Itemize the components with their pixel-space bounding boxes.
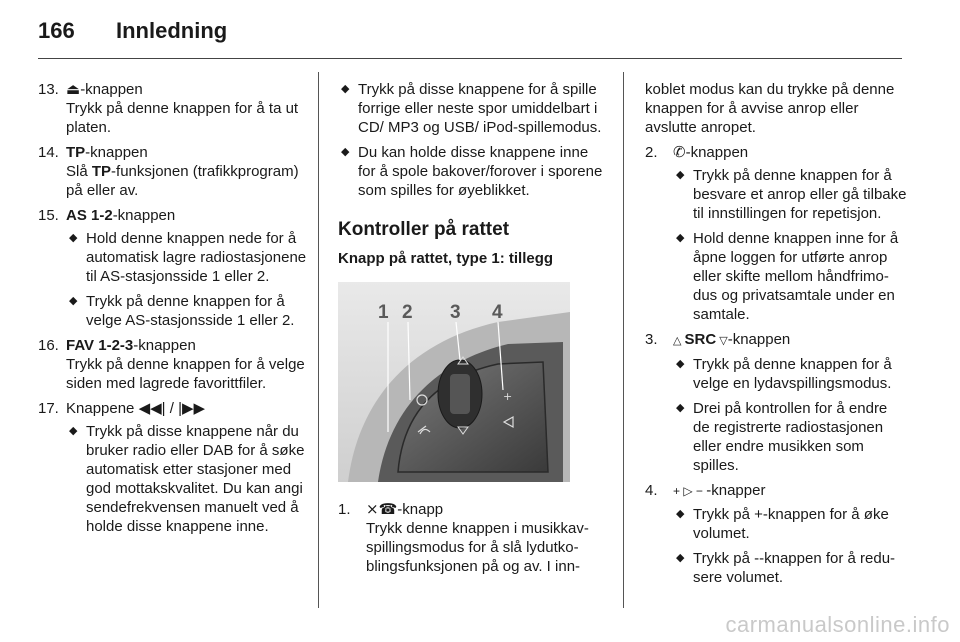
bullet-diamond-icon: ◆ — [676, 232, 685, 244]
bullet-text: Trykk på --knappen for å redusere volumet. — [693, 550, 896, 586]
figure-label: 4 — [492, 302, 503, 323]
item-text: Trykk på denne knappen for å velge siden med lagrede favorittfiler. — [66, 356, 305, 392]
item-key: TP — [66, 144, 86, 161]
item-number: 13. — [38, 81, 59, 98]
bullet — [66, 422, 308, 536]
page-title: Innledning — [116, 18, 228, 43]
bullet — [673, 229, 907, 324]
continued-text: koblet modus kan du trykke på denne knappen for å avvise anrop eller avslutte anropet. — [645, 81, 895, 136]
column-3 — [645, 80, 907, 593]
item-number: 14. — [38, 144, 59, 161]
bullet — [66, 292, 308, 330]
item-2 — [645, 143, 907, 324]
item-key: AS 1-2 — [66, 207, 113, 224]
bullet-diamond-icon: ◆ — [69, 425, 78, 437]
item-label: -knapp — [397, 501, 444, 518]
item-label: -knappen — [727, 331, 791, 348]
item-number: 1. — [338, 501, 351, 518]
seek-back-icon: ◀◀| — [138, 400, 166, 417]
figure-label: 1 — [378, 302, 389, 323]
seek-forward-icon: |▶▶ — [178, 400, 206, 417]
volume-icons: + ▷ − — [673, 484, 707, 498]
watermark: carmanualsonline.info — [725, 612, 950, 637]
bullet-diamond-icon: ◆ — [341, 146, 350, 158]
bullet-text: Trykk på denne knappen for å velge AS-stasjonsside 1 eller 2. — [86, 293, 295, 329]
section-title: Kontroller på rattet — [338, 219, 510, 240]
bullet-diamond-icon: ◆ — [69, 232, 78, 244]
item-label: -knappen — [80, 81, 143, 98]
bullet — [66, 229, 308, 286]
bullet-text: Trykk på +-knappen for å øke volumet. — [693, 506, 889, 542]
item-text-a: Slå — [66, 163, 92, 180]
eject-icon: ⏏ — [66, 81, 81, 98]
item-label: -knappen — [133, 337, 196, 354]
page-number: 166 — [38, 18, 75, 43]
item-label: -knappen — [685, 144, 749, 161]
item-key: FAV 1-2-3 — [66, 337, 134, 354]
steering-controls-figure — [338, 282, 570, 482]
item-13 — [38, 80, 308, 137]
phone-icon: ✆ — [673, 144, 686, 161]
figure-label: 2 — [402, 302, 413, 323]
column-2 — [338, 80, 604, 582]
subheading: Knapp på rattet, type 1: tillegg — [338, 250, 554, 267]
item-3 — [645, 330, 907, 475]
item-text-key: TP — [91, 163, 112, 180]
bullet — [673, 355, 907, 393]
page-header — [38, 18, 227, 44]
bullet-text: Drei på kontrollen for å endre de registrerte radiostasjonen eller endre musikken som spilles. — [693, 400, 888, 474]
bullet — [338, 143, 604, 200]
item-label: -knapper — [706, 482, 766, 499]
item-key: SRC — [684, 331, 717, 348]
bullet-diamond-icon: ◆ — [676, 552, 685, 564]
steering-controls-illustration — [338, 282, 570, 482]
item-number: 2. — [645, 144, 658, 161]
bullet — [673, 549, 907, 587]
item-14 — [38, 143, 308, 200]
bullet-diamond-icon: ◆ — [676, 402, 685, 414]
bullet-text: Du kan holde disse knappene inne for å spole bakover/forover i sporene som spilles for øyeblikket. — [358, 144, 603, 199]
item-label: -knappen — [85, 144, 148, 161]
down-arrow-icon: ▽ — [716, 335, 728, 347]
item-number: 17. — [38, 400, 59, 417]
bullet — [338, 80, 604, 137]
bullet-text: Hold denne knappen nede for å automatisk lagre radiostasjonene til AS-stasjonsside 1 eller 2. — [86, 230, 307, 285]
item-label: -knappen — [112, 207, 176, 224]
figure-label: 3 — [450, 302, 461, 323]
item-text: Trykk på denne knappen for å ta ut platen. — [66, 100, 299, 136]
bullet-diamond-icon: ◆ — [69, 295, 78, 307]
item-16 — [38, 336, 308, 393]
item-1 — [338, 500, 604, 576]
bullet-diamond-icon: ◆ — [676, 508, 685, 520]
item-separator: / — [165, 400, 179, 417]
item-number: 4. — [645, 482, 658, 499]
column-divider-1 — [318, 72, 319, 608]
item-number: 16. — [38, 337, 59, 354]
bullet-text: Hold denne knappen inne for å åpne loggen for utførte anrop eller skifte mellom håndfrimodus og privatsamtale under en samtale. — [693, 230, 899, 323]
item-number: 15. — [38, 207, 59, 224]
bullet — [673, 399, 907, 475]
bullet-text: Trykk på disse knappene når du bruker radio eller DAB for å søke automatisk etter stasjoner med god mottakskvalitet. Du kan angi sendefrekvensen manuelt ved å holde disse knappene inne. — [86, 423, 305, 535]
item-text-b: -funksjonen (trafikkprogram) på eller av. — [66, 163, 299, 199]
bullet — [673, 166, 907, 223]
bullet-text: Trykk på denne knappen for å besvare et anrop eller gå tilbake til innstillingen for repetisjon. — [693, 167, 907, 222]
bullet-text: Trykk på disse knappene for å spille forrige eller neste spor umiddelbart i CD/ MP3 og USB/ iPod-spillemodus. — [358, 81, 602, 136]
item-15 — [38, 206, 308, 330]
item-number: 3. — [645, 331, 658, 348]
mute-phone-icon: ⨯☎ — [366, 501, 398, 518]
bullet-text: Trykk på denne knappen for å velge en lydavspillingsmodus. — [693, 356, 892, 392]
bullet-diamond-icon: ◆ — [676, 358, 685, 370]
header-rule — [38, 58, 902, 59]
column-1 — [38, 80, 308, 542]
item-text: Trykk denne knappen i musikkavspillingsmodus for å slå lydutkoblingsfunksjonen på og av. I inn- — [366, 520, 589, 575]
up-arrow-icon: △ — [673, 335, 685, 347]
bullet — [673, 505, 907, 543]
item-label: Knappene — [66, 400, 139, 417]
bullet-diamond-icon: ◆ — [341, 83, 350, 95]
item-4 — [645, 481, 907, 587]
column-divider-2 — [623, 72, 624, 608]
svg-text:+: + — [503, 390, 513, 403]
bullet-diamond-icon: ◆ — [676, 169, 685, 181]
item-17 — [38, 399, 308, 536]
